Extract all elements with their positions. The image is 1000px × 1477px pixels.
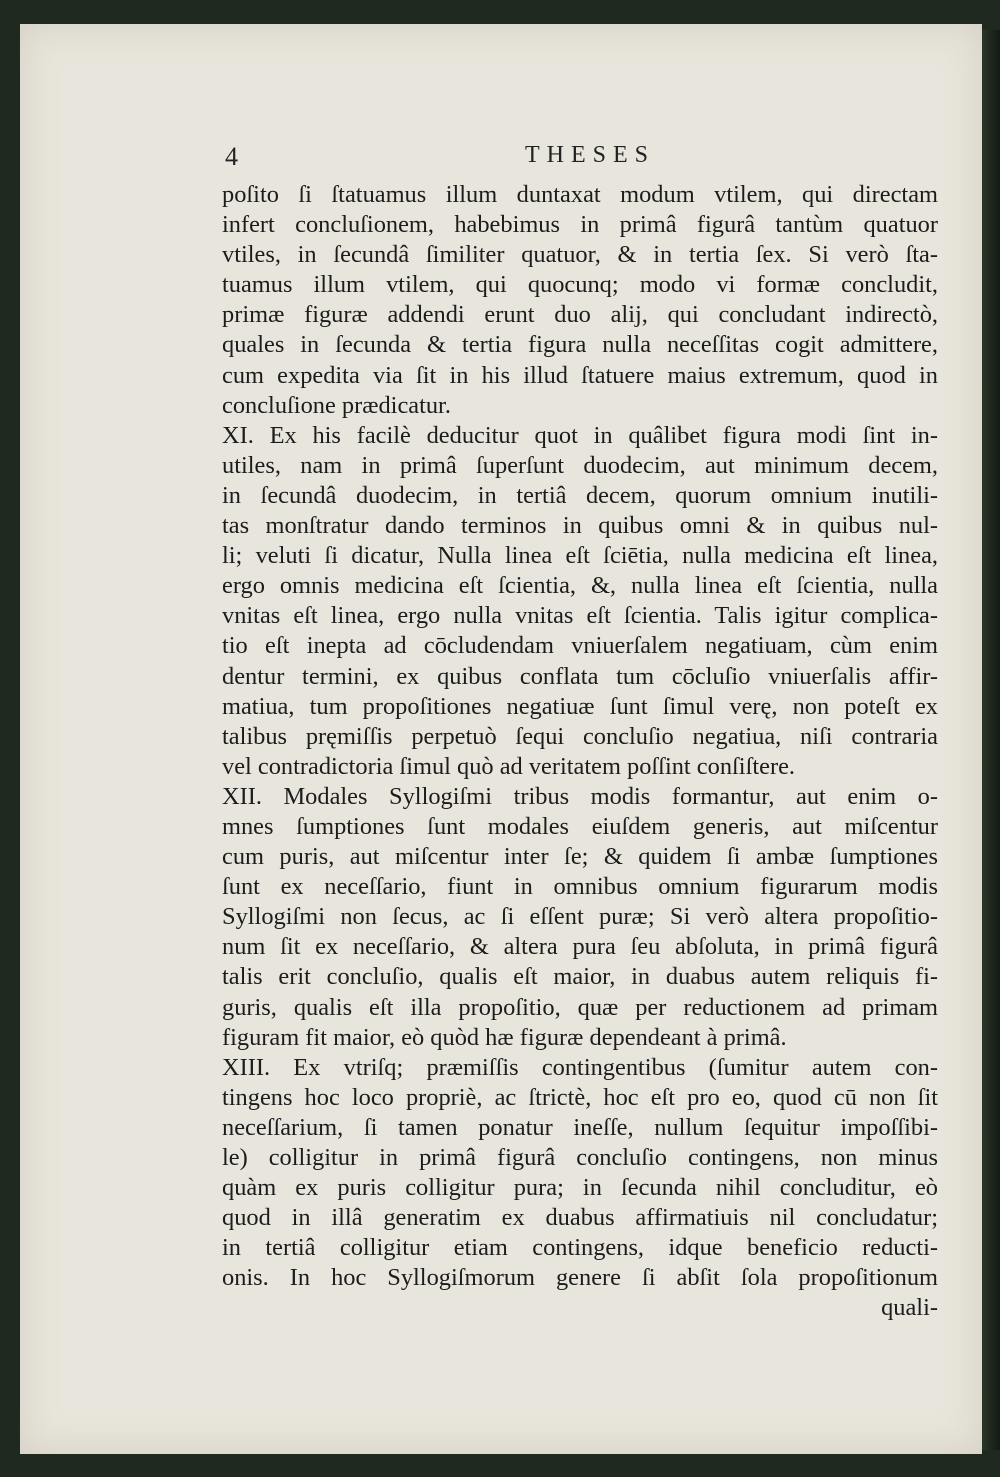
text-line: tio eſt inepta ad cōcludendam vniuerſalem negatiuam, cùm enim bbox=[222, 632, 938, 660]
text-line: in ſecundâ duodecim, in tertiâ decem, quorum omnium inutili- bbox=[222, 481, 938, 509]
text-line: quàm ex puris colligitur pura; in ſecunda nihil concluditur, eò bbox=[222, 1174, 938, 1202]
page-edge bbox=[982, 30, 1000, 1450]
page-header bbox=[225, 142, 945, 172]
text-line: cum expedita via ſit in his illud ſtatuere maius extremum, quod in bbox=[222, 361, 938, 389]
text-line: le) colligitur in primâ figurâ concluſio contingens, non minus bbox=[222, 1144, 938, 1171]
text-line: talis erit concluſio, qualis eſt maior, in duabus autem reliquis fi- bbox=[222, 963, 938, 991]
text-line: neceſſarium, ſi tamen ponatur ineſſe, nullum ſequitur impoſſibi- bbox=[222, 1113, 938, 1141]
running-title: THESES bbox=[525, 142, 656, 168]
text-line: dentur termini, ex quibus conflata tum cōcluſio vniuerſalis affir- bbox=[222, 662, 938, 690]
text-line: in tertiâ colligitur etiam contingens, idque beneficio reducti- bbox=[222, 1234, 938, 1262]
text-line: tingens hoc loco propriè, ac ſtrictè, hoc eſt pro eo, quod cū non ſit bbox=[222, 1083, 938, 1111]
text-line: onis. In hoc Syllogiſmorum genere ſi abſit ſola propoſitionum bbox=[222, 1264, 938, 1292]
text-line: mnes ſumptiones ſunt modales eiuſdem generis, aut miſcentur bbox=[222, 812, 938, 840]
text-line: tuamus illum vtilem, qui quocunq; modo vi formæ concludit, bbox=[222, 271, 938, 299]
text-line: infert concluſionem, habebimus in primâ figurâ tantùm quatuor bbox=[222, 211, 938, 239]
text-line: ſunt ex neceſſario, fiunt in omnibus omnium figurarum modis bbox=[222, 873, 938, 901]
text-line: primæ figuræ addendi erunt duo alij, qui concludant indirectò, bbox=[222, 301, 938, 329]
text-line: li; veluti ſi dicatur, Nulla linea eſt ſciētia, nulla medicina eſt linea, bbox=[222, 542, 938, 570]
thesis-xii-start: XII. Modales Syllogiſmi tribus modis formantur, aut enim o- bbox=[222, 782, 938, 810]
text-line: quales in ſecunda & tertia figura nulla neceſſitas cogit admittere, bbox=[222, 331, 938, 359]
text-line: vnitas eſt linea, ergo nulla vnitas eſt ſcientia. Talis igitur complica- bbox=[222, 602, 938, 630]
text-line: utiles, nam in primâ ſuperſunt duodecim, aut minimum decem, bbox=[222, 451, 938, 479]
text-line: quod in illâ generatim ex duabus affirmatiuis nil concludatur; bbox=[222, 1204, 938, 1232]
text-line: cum puris, aut miſcentur inter ſe; & quidem ſi ambæ ſumptiones bbox=[222, 843, 938, 871]
page-number: 4 bbox=[225, 142, 238, 171]
body-text bbox=[222, 180, 938, 1324]
text-line: ergo omnis medicina eſt ſcientia, &, nulla linea eſt ſcientia, nulla bbox=[222, 572, 938, 600]
text-line: concluſione prædicatur. bbox=[222, 391, 451, 419]
text-line: poſito ſi ſtatuamus illum duntaxat modum vtilem, qui directam bbox=[222, 181, 938, 208]
thesis-xi-start: XI. Ex his facilè deducitur quot in quâlibet figura modi ſint in- bbox=[222, 421, 938, 449]
text-line: vel contradictoria ſimul quò ad veritatem poſſint conſiſtere. bbox=[222, 752, 796, 780]
text-line: talibus pręmiſſis perpetuò ſequi concluſio negatiua, niſi contraria bbox=[222, 722, 938, 750]
text-line: tas monſtratur dando terminos in quibus omni & in quibus nul- bbox=[222, 512, 938, 540]
text-line: vtiles, in ſecundâ ſimiliter quatuor, & in tertia ſex. Si verò ſta- bbox=[222, 241, 938, 269]
catchword: quali- bbox=[881, 1294, 938, 1322]
text-line: num ſit ex neceſſario, & altera pura ſeu abſoluta, in primâ figurâ bbox=[222, 933, 938, 961]
text-line: matiua, tum propoſitiones negatiuæ ſunt ſimul verę, non poteſt ex bbox=[222, 692, 938, 720]
thesis-xiii-start: XIII. Ex vtriſq; præmiſſis contingentibus (ſumitur autem con- bbox=[222, 1053, 938, 1081]
text-line: figuram fit maior, eò quòd hæ figuræ dependeant à primâ. bbox=[222, 1023, 787, 1051]
text-line: guris, qualis eſt illa propoſitio, quæ per reductionem ad primam bbox=[222, 993, 938, 1021]
text-line: Syllogiſmi non ſecus, ac ſi eſſent puræ; Si verò altera propoſitio- bbox=[222, 903, 938, 931]
